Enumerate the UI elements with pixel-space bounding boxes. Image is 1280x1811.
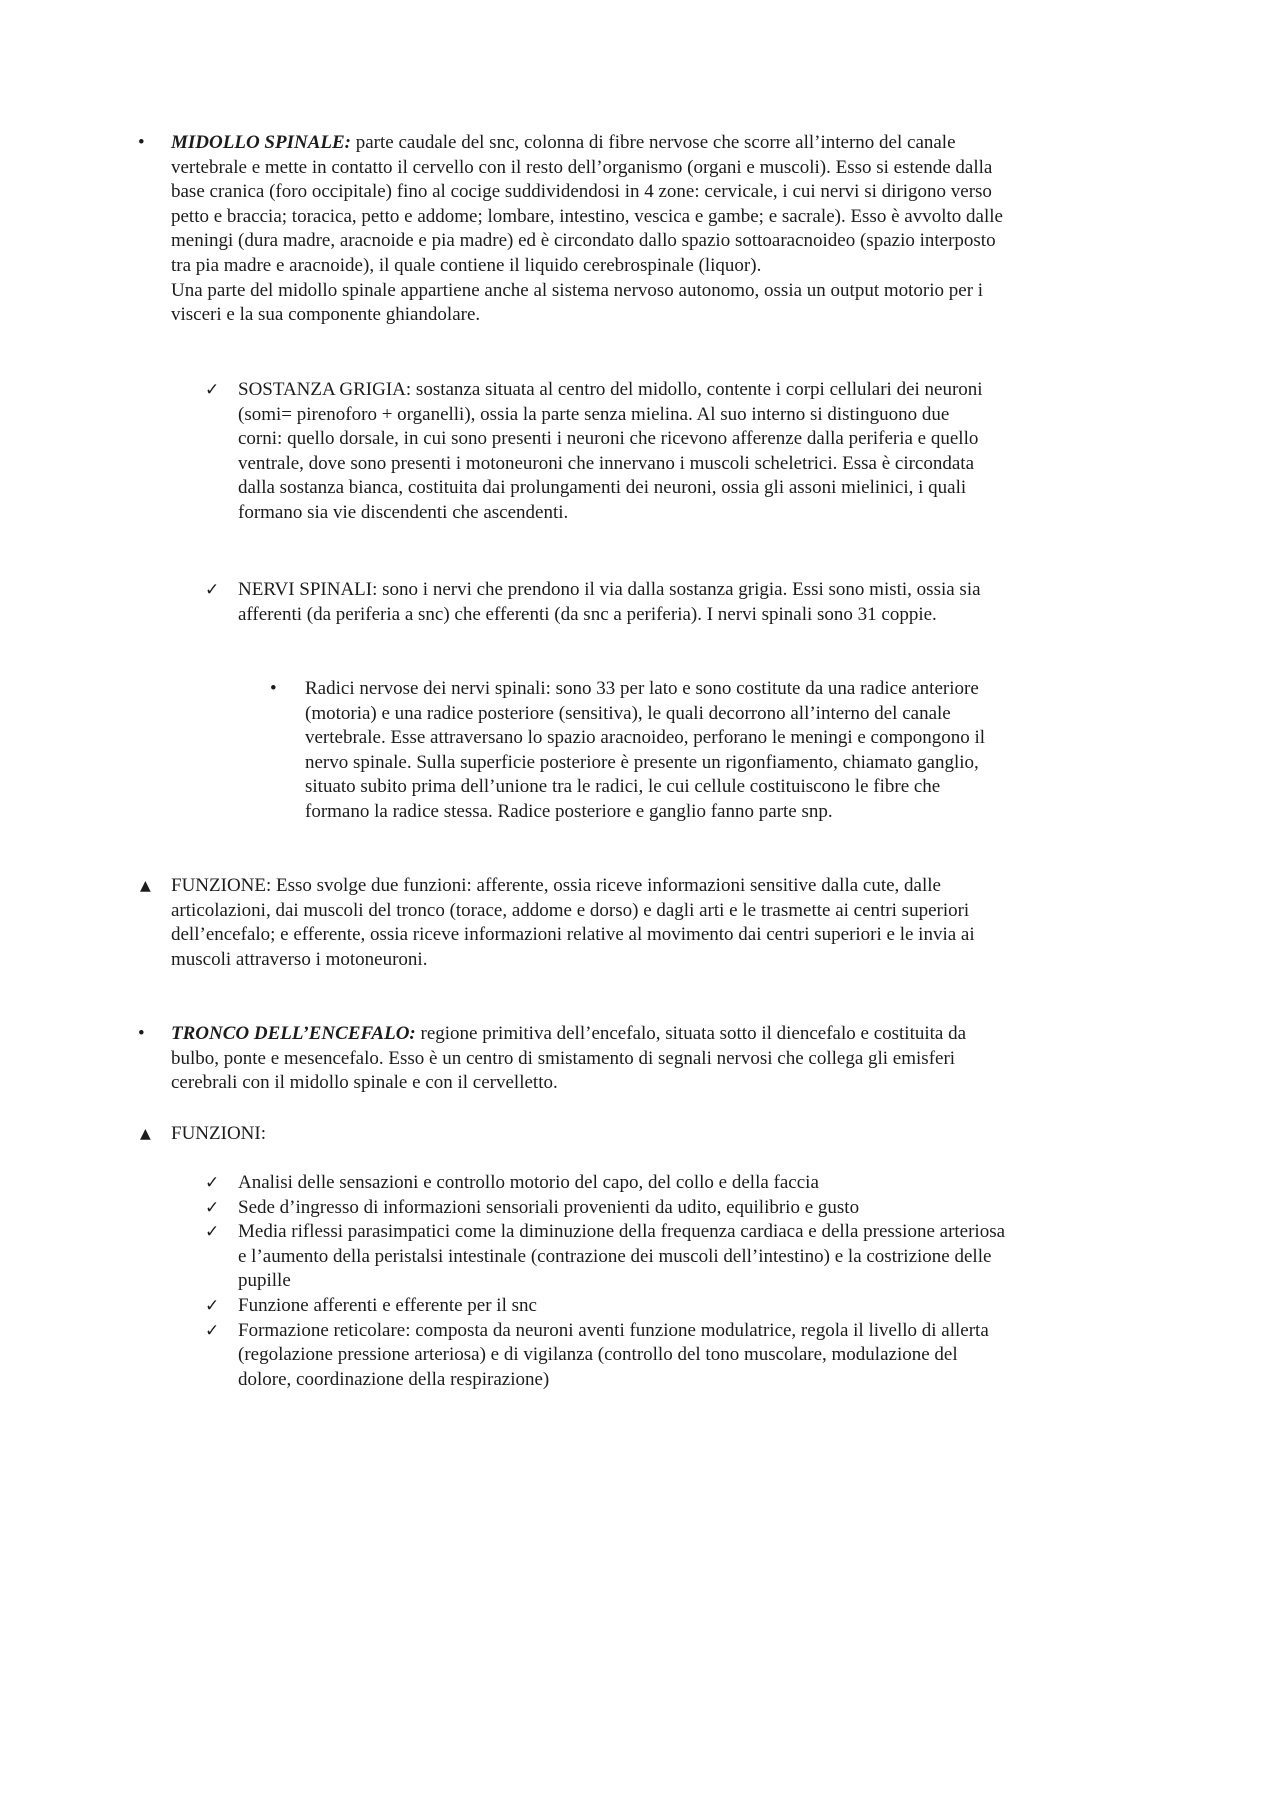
funzioni-item xyxy=(205,1196,1008,1221)
sostanza-grigia-text: SOSTANZA GRIGIA: sostanza situata al centro del midollo, contente i corpi cellulari dei neuroni (somi= pirenoforo + organelli), ossia la parte senza mielina. Al suo interno si distinguono due corni: quello dorsale, in cui sono presenti i neuroni che ricevono afferenze dalla periferia e quello ventrale, dove sono presenti i motoneuroni che innervano i muscoli scheletrici. Essa è circondata dalla sostanza bianca, costituita dai prolungamenti dei neuroni, ossia gli assoni mielinici, i quali formano sia vie discendenti che ascendenti. xyxy=(238,379,983,523)
check-icon: ✓ xyxy=(205,1222,220,1243)
radici-nervose-text: Radici nervose dei nervi spinali: sono 33 per lato e sono costitute da una radice anteriore (motoria) e una radice posteriore (sensitiva), le quali decorrono all’interno del canale vertebrale. Esse attraversano lo spazio aracnoideo, perforano le meningi e compongono il nervo spinale. Sulla superficie posteriore è presente un rigonfiamento, chiamato ganglio, situato subito prima dell’unione tra le radici, le cui cellule costituiscono le fibre che formano la radice stessa. Radice posteriore e ganglio fanno parte snp. xyxy=(305,678,986,822)
midollo-title: MIDOLLO SPINALE: xyxy=(171,132,351,153)
midollo-paragraph xyxy=(171,131,1006,279)
funzioni-item-text: Formazione reticolare: composta da neuroni aventi funzione modulatrice, regola il livello di allerta (regolazione pressione arteriosa) e di vigilanza (controllo del tono muscolare, modulazione del dolore, coordinazione della respirazione) xyxy=(238,1319,989,1390)
funzioni-label: FUNZIONI: xyxy=(171,1123,266,1144)
funzioni-list xyxy=(205,1171,1008,1392)
check-icon: ✓ xyxy=(205,380,220,400)
midollo-paragraph-2: Una parte del midollo spinale appartiene anche al sistema nervoso autonomo, ossia un output motorio per i visceri e la sua componente ghiandolare. xyxy=(171,279,984,326)
funzioni-item-text: Media riflessi parasimpatici come la diminuzione della frequenza cardiaca e della pressione arteriosa e l’aumento della peristalsi intestinale (contrazione dei muscoli dell’intestino) e la costrizione delle pupille xyxy=(238,1221,1006,1292)
tronco-body: regione primitiva dell’encefalo, situata sotto il diencefalo e costituita da bulbo, ponte e mesencefalo. Esso è un centro di smistamento di segnali nervosi che collega gli emisferi cerebrali con il midollo spinale e con il cervelletto. xyxy=(171,1023,967,1094)
nervi-spinali-text: NERVI SPINALI: sono i nervi che prendono il via dalla sostanza grigia. Essi sono misti, ossia sia afferenti (da periferia a snc) che efferenti (da snc a periferia). I nervi spinali sono 31 coppie. xyxy=(238,579,981,625)
midollo-body: parte caudale del snc, colonna di fibre nervose che scorre all’interno del canale vertebrale e mette in contatto il cervello con il resto dell’organismo (organi e muscoli). Esso si estende dalla base cranica (foro occipitale) fino al cocige suddividendosi in 4 zone: cervicale, i cui nervi si dirigono verso petto e braccia; toracica, petto e addome; lombare, intestino, vescica e gambe; e sacrale). Esso è avvolto dalle meningi (dura madre, aracnoide e pia madre) ed è circondato dallo spazio sottoaracnoideo (spazio interposto tra pia madre e aracnoide), il quale contiene il liquido cerebrospinale (liquor). xyxy=(171,132,1003,276)
check-icon: ✓ xyxy=(205,580,220,600)
funzioni-item xyxy=(205,1220,1008,1294)
check-icon: ✓ xyxy=(205,1320,220,1341)
triangle-icon: ▲ xyxy=(140,878,151,894)
funzioni-item-text: Sede d’ingresso di informazioni sensoriali provenienti da udito, equilibrio e gusto xyxy=(238,1196,860,1218)
check-icon: ✓ xyxy=(205,1197,220,1218)
funzioni-item-text: Funzione afferenti e efferente per il snc xyxy=(238,1294,537,1316)
check-icon: ✓ xyxy=(205,1173,220,1193)
funzioni-item-text: Analisi delle sensazioni e controllo motorio del capo, del collo e della faccia xyxy=(238,1172,819,1193)
funzione-text: FUNZIONE: Esso svolge due funzioni: afferente, ossia riceve informazioni sensitive dalla cute, dalle articolazioni, dai muscoli del tronco (torace, addome e dorso) e dagli arti e le trasmette ai centri superiori dell’encefalo; e efferente, ossia riceve informazioni relative al movimento dai centri superiori e le invia ai muscoli attraverso i motoneuroni. xyxy=(171,875,975,970)
bullet-marker: • xyxy=(270,678,277,699)
funzioni-item xyxy=(205,1294,1008,1319)
check-icon: ✓ xyxy=(205,1295,220,1316)
tronco-paragraph xyxy=(171,1022,1006,1096)
tronco-title: TRONCO DELL’ENCEFALO: xyxy=(171,1023,416,1044)
funzioni-item xyxy=(205,1319,1008,1393)
funzioni-item xyxy=(205,1171,1008,1196)
triangle-icon: ▲ xyxy=(140,1126,151,1142)
bullet-marker: • xyxy=(138,132,145,153)
bullet-marker: • xyxy=(138,1023,145,1044)
